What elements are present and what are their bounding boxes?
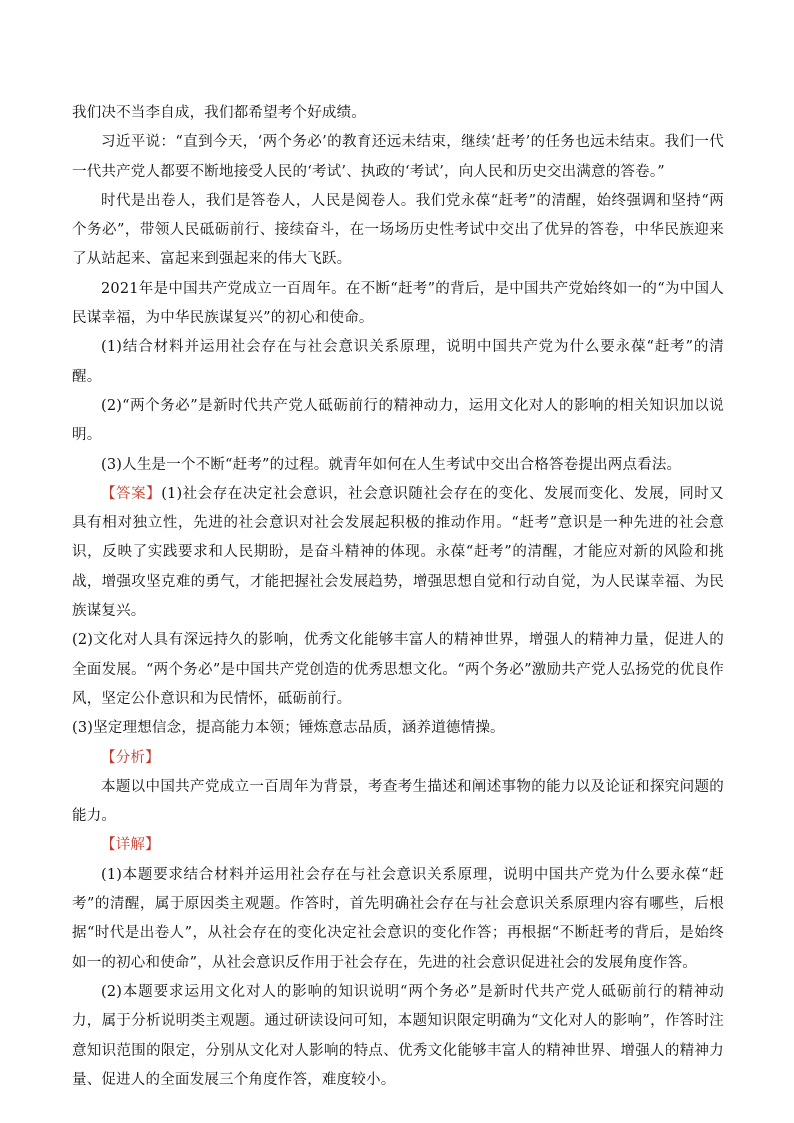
analysis-heading [72, 744, 724, 773]
answer-label: 【答案】 [101, 485, 162, 502]
answer-text-1: (1)社会存在决定社会意识，社会意识随社会存在的变化、发展而变化、发展，同时又具有相对独立性，先进的社会意识对社会发展起积极的推动作用。“赶考”意识是一种先进的社会意识，反映了实践要求和人民期盼，是奋斗精神的体现。永葆“赶考”的清醒，才能应对新的风险和挑战，增强攻坚克难的勇气，才能把握社会发展趋势，增强思想自觉和行动自觉，为人民谋幸福、为民族谋复兴。 [72, 485, 724, 620]
paragraph-3: 时代是出卷人，我们是答卷人，人民是阅卷人。我们党永葆“赶考”的清醒，始终强调和坚持“两个务必”，带领人民砥砺前行、接续奋斗，在一场场历史性考试中交出了优异的答卷，中华民族迎来了从站起来、富起来到强起来的伟大飞跃。 [72, 192, 724, 268]
document-body [72, 99, 724, 1095]
detail-heading [72, 831, 724, 860]
question-2: (2)“两个务必”是新时代共产党人砥砺前行的精神动力，运用文化对人的影响的相关知识加以说明。 [72, 397, 724, 444]
paragraph-quote: 习近平说：“直到今天，‘两个务必’的教育还远未结束，继续‘赶考’的任务也远未结束。我们一代一代共产党人都要不断地接受人民的‘考试’、执政的‘考试’，向人民和历史交出满意的答卷。” [72, 134, 724, 180]
analysis-label: 【分析】 [101, 749, 160, 766]
answer-part-3: (3)坚定理想信念，提高能力本领；锤炼意志品质，涵养道德情操。 [72, 720, 505, 737]
paragraph-4: 2021年是中国共产党成立一百周年。在不断“赶考”的背后，是中国共产党始终如一的“为中国人民谋幸福，为中华民族谋复兴”的初心和使命。 [72, 280, 724, 327]
answer-part-1 [72, 480, 724, 626]
detail-label: 【详解】 [101, 837, 160, 854]
question-1: (1)结合材料并运用社会存在与社会意识关系原理，说明中国共产党为什么要永葆“赶考”的清醒。 [72, 339, 724, 385]
answer-part-2: (2)文化对人具有深远持久的影响，优秀文化能够丰富人的精神世界，增强人的精神力量，促进人的全面发展。“两个务必”是中国共产党创造的优秀思想文化。“两个务必”激励共产党人弘扬党的优良作风，坚定公仆意识和为民情怀，砥砺前行。 [72, 632, 724, 707]
detail-part-2: (2)本题要求运用文化对人的影响的知识说明“两个务必”是新时代共产党人砥砺前行的精神动力，属于分析说明类主观题。通过研读设问可知，本题知识限定明确为“文化对人的影响”，作答时注意知识范围的限定，分别从文化对人影响的特点、优秀文化能够丰富人的精神世界、增强人的精神力量、促进人的全面发展三个角度作答，难度较小。 [72, 983, 724, 1088]
paragraph-1: 我们决不当李自成，我们都希望考个好成绩。 [72, 105, 366, 121]
detail-part-1: (1)本题要求结合材料并运用社会存在与社会意识关系原理，说明中国共产党为什么要永葆“赶考”的清醒，属于原因类主观题。作答时，首先明确社会存在与社会意识关系原理内容有哪些，后根据“时代是出卷人”，从社会存在的变化决定社会意识的变化作答；再根据“不断赶考的背后，是始终如一的初心和使命”，从社会意识反作用于社会存在，先进的社会意识促进社会的发展角度作答。 [72, 866, 724, 971]
analysis-text: 本题以中国共产党成立一百周年为背景，考查考生描述和阐述事物的能力以及论证和探究问题的能力。 [72, 778, 724, 825]
question-3: (3)人生是一个不断“赶考”的过程。就青年如何在人生考试中交出合格答卷提出两点看法。 [101, 456, 682, 473]
